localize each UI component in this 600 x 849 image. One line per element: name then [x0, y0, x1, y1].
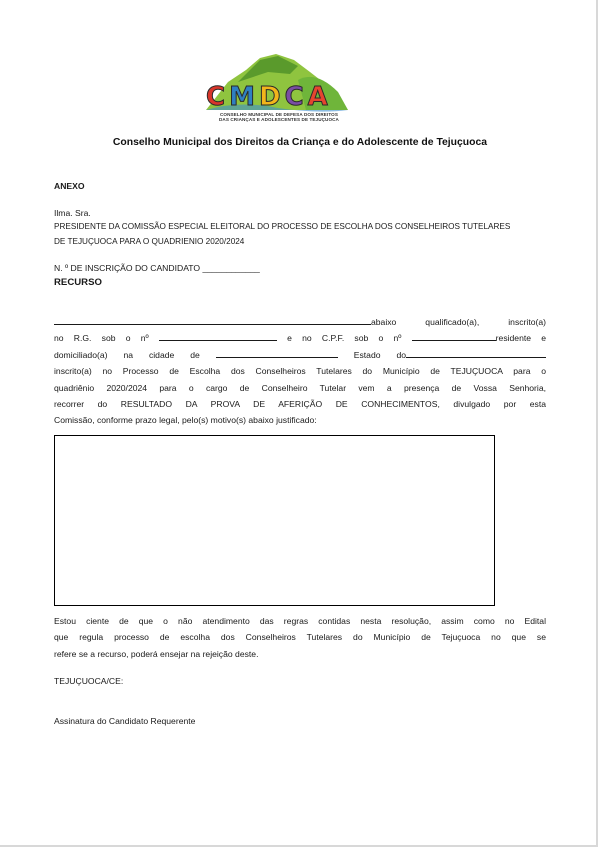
annex-label: ANEXO: [54, 181, 85, 191]
logo-subtitle-line: DAS CRIANÇAS E ADOLESCENTES DE TEJUÇUOCA: [219, 117, 339, 123]
logo-letter: A: [307, 82, 332, 112]
inscription-blank: ____________: [202, 263, 260, 273]
logo-letter: D: [258, 82, 285, 112]
logo-subtitle: [204, 112, 354, 123]
logo-letter: C: [284, 82, 308, 112]
body-line: inscrito(a) no Processo de Escolha dos Conselheiros Tutelares do Município de TEJUÇUOCA para o: [54, 366, 546, 377]
body-line: abaixo qualificado(a), inscrito(a): [54, 314, 546, 330]
inscription-label: N. º DE INSCRIÇÃO DO CANDIDATO: [54, 263, 201, 273]
body-line: domiciliado(a) na cidade de Estado do: [54, 347, 546, 363]
name-blank[interactable]: [54, 315, 371, 325]
body-line: no R.G. sob o nº e no C.P.F. sob o nº residente e: [54, 333, 546, 344]
notice-paragraph: [54, 613, 546, 662]
body-line: quadriênio 2020/2024 para o cargo de Conselheiro Tutelar vem a presença de Vossa Senhoria,: [54, 382, 546, 393]
cmdca-logo: [198, 52, 356, 132]
body-line: recorrer do RESULTADO DA PROVA DE AFERIÇÃO DE CONHECIMENTOS, divulgado por esta: [54, 398, 546, 409]
rg-blank[interactable]: [159, 331, 277, 341]
council-title: Conselho Municipal dos Direitos da Criança e do Adolescente de Tejuçuoca: [112, 137, 488, 148]
body-line: Comissão, conforme prazo legal, pelo(s) motivo(s) abaixo justificado:: [54, 415, 317, 426]
justification-textbox[interactable]: [54, 435, 495, 606]
recurso-heading: RECURSO: [54, 277, 102, 288]
notice-line: Estou ciente de que o não atendimento das regras contidas nesta resolução, assim como no Edital: [54, 616, 546, 626]
notice-line: refere se a recurso, poderá ensejar na rejeição deste.: [54, 648, 259, 659]
notice-line: que regula processo de escolha dos Conselheiros Tutelares do Município de Tejuçuoca no que se: [54, 632, 546, 643]
appeal-body: [54, 314, 546, 429]
place-date-label: TEJUÇUOCA/CE:: [54, 676, 124, 686]
signature-label: Assinatura do Candidato Requerente: [54, 716, 196, 726]
cpf-blank[interactable]: [412, 331, 496, 341]
state-blank[interactable]: [406, 348, 546, 358]
logo-letter: C: [206, 82, 230, 112]
salutation: Ilma. Sra.: [54, 208, 91, 218]
addressee-line: PRESIDENTE DA COMISSÃO ESPECIAL ELEITORAL DO PROCESSO DE ESCOLHA DOS CONSELHEIROS TUTELARES: [54, 222, 511, 231]
addressee-line: DE TEJUÇUOCA PARA O QUADRIENIO 2020/2024: [54, 237, 245, 246]
city-blank[interactable]: [216, 348, 338, 358]
logo-subtitle-line: CONSELHO MUNICIPAL DE DEFESA DOS DIREITOS: [219, 112, 339, 117]
logo-letter: M: [229, 82, 259, 112]
logo-acronym: [206, 82, 356, 112]
inscription-number-field[interactable]: [54, 263, 260, 274]
